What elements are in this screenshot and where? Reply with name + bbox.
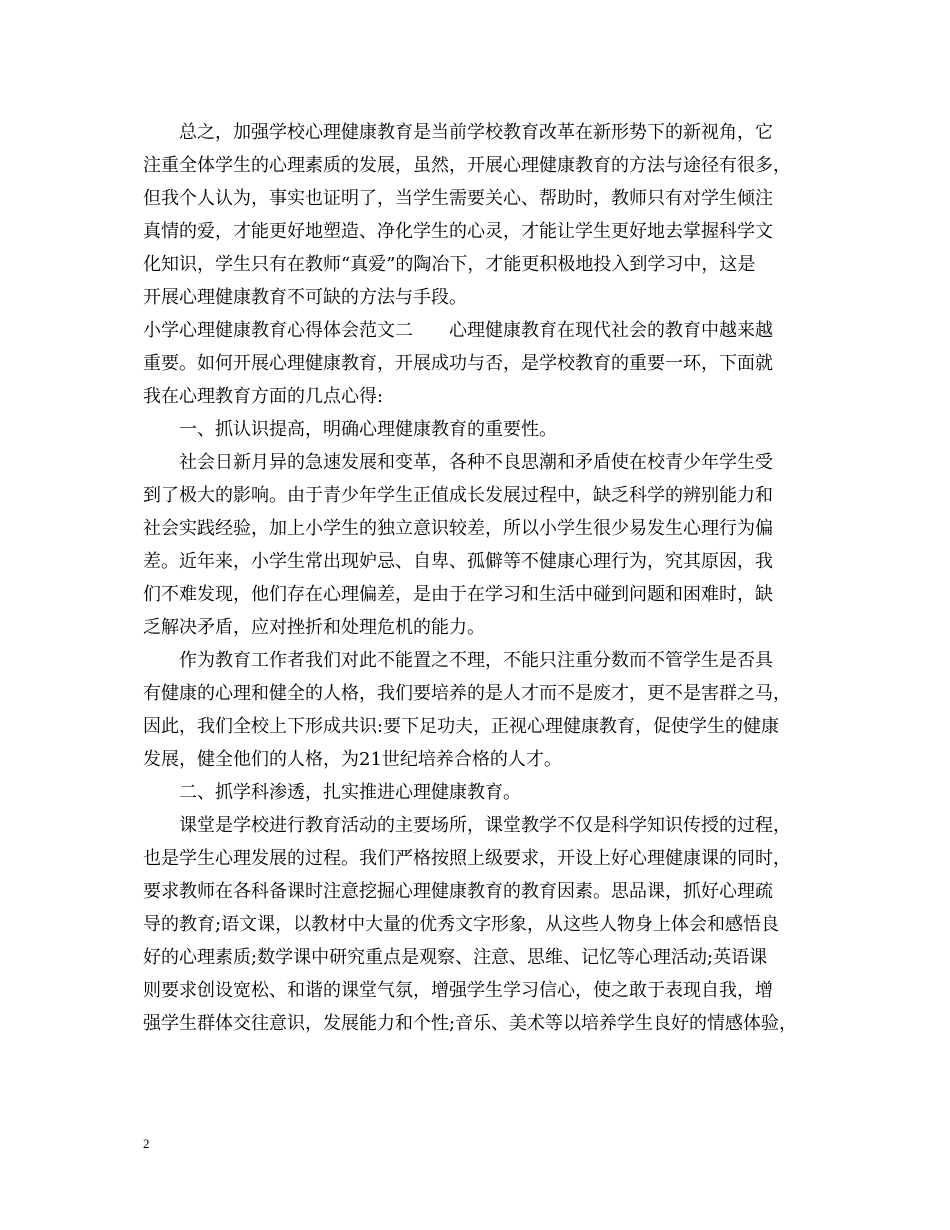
- text-line: 强学生群体交往意识，发展能力和个性;音乐、美术等以培养学生良好的情感体验，: [143, 1013, 798, 1034]
- text-line: 导的教育;语文课，以教材中大量的优秀文字形象，从这些人物身上体会和感悟良: [143, 914, 780, 935]
- section-heading-line: [143, 314, 815, 347]
- text-line: 们不难发现，他们存在心理偏差，是由于在学习和生活中碰到问题和困难时，缺: [143, 584, 773, 605]
- section-title: 小学心理健康教育心得体会范文二: [143, 320, 413, 341]
- text-line: 作为教育工作者我们对此不能置之不理，不能只注重分数而不管学生是否具: [179, 650, 773, 671]
- document-body: [143, 116, 815, 1040]
- text-line: 有健康的心理和健全的人格，我们要培养的是人才而不是废才，更不是害群之马，: [143, 683, 791, 704]
- text-line: 差。近年来，小学生常出现妒忌、自卑、孤僻等不健康心理行为，究其原因，我: [143, 551, 773, 572]
- text-line: 也是学生心理发展的过程。我们严格按照上级要求，开设上好心理健康课的同时，: [143, 848, 791, 869]
- text-line: 好的心理素质;数学课中研究重点是观察、注意、思维、记忆等心理活动;英语课: [143, 947, 768, 968]
- text-line: 社会日新月异的急速发展和变革，各种不良思潮和矛盾使在校青少年学生受: [179, 452, 773, 473]
- text-line: 社会实践经验，加上小学生的独立意识较差，所以小学生很少易发生心理行为偏: [143, 518, 773, 539]
- text-line: 但我个人认为，事实也证明了，当学生需要关心、帮助时，教师只有对学生倾注: [143, 188, 773, 209]
- text-line: 因此，我们全校上下形成共识:要下足功夫，正视心理健康教育，促使学生的健康: [143, 716, 780, 737]
- text-line: 重要。如何开展心理健康教育，开展成功与否，是学校教育的重要一环，下面就: [143, 353, 773, 374]
- text-line: 课堂是学校进行教育活动的主要场所，课堂教学不仅是科学知识传授的过程，: [179, 815, 791, 836]
- subheading-line: 二、抓学科渗透，扎实推进心理健康教育。: [179, 782, 521, 803]
- text-line: 注重全体学生的心理素质的发展，虽然，开展心理健康教育的方法与途径有很多，: [143, 155, 791, 176]
- text-line: 发展，健全他们的人格，为21世纪培养合格的人才。: [143, 749, 562, 770]
- text-line: 要求教师在各科备课时注意挖掘心理健康教育的教育因素。思品课，抓好心理疏: [143, 881, 773, 902]
- text-line: 开展心理健康教育不可缺的方法与手段。: [143, 287, 467, 308]
- text-line: 则要求创设宽松、和谐的课堂气氛，增强学生学习信心，使之敢于表现自我，增: [143, 980, 773, 1001]
- text-line: 化知识，学生只有在教师“真爱”的陶冶下，才能更积极地投入到学习中，这是: [143, 254, 756, 275]
- subheading-line: 一、抓认识提高，明确心理健康教育的重要性。: [179, 419, 557, 440]
- section-intro-text: 心理健康教育在现代社会的教育中越来越: [449, 320, 773, 341]
- text-line: 我在心理教育方面的几点心得:: [143, 386, 384, 407]
- text-line: 总之，加强学校心理健康教育是当前学校教育改革在新形势下的新视角，它: [179, 122, 773, 143]
- text-line: 乏解决矛盾，应对挫折和处理危机的能力。: [143, 617, 485, 638]
- text-line: 真情的爱，才能更好地塑造、净化学生的心灵，才能让学生更好地去掌握科学文: [143, 221, 773, 242]
- page-number: 2: [143, 1136, 150, 1151]
- text-line: 到了极大的影响。由于青少年学生正值成长发展过程中，缺乏科学的辨别能力和: [143, 485, 773, 506]
